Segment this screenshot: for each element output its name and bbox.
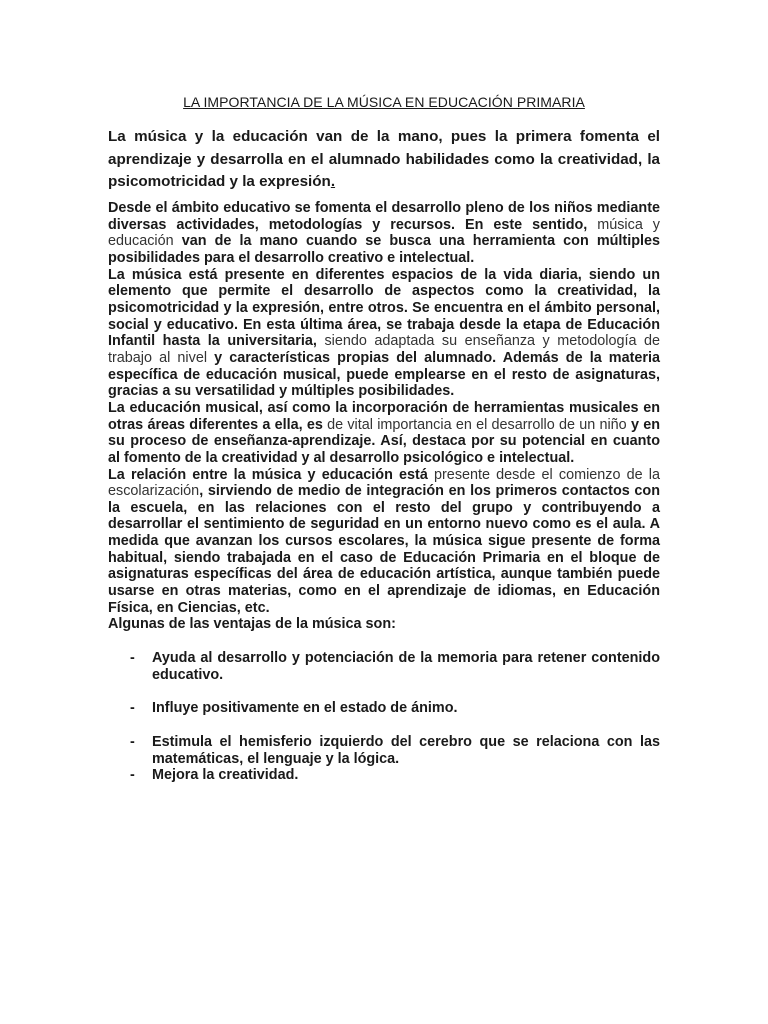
paragraph-4-bold-a: La relación entre la música y educación está <box>108 466 428 483</box>
paragraph-4 <box>108 467 660 617</box>
bullet-dash: - <box>130 767 135 784</box>
paragraph-4-bold-b: , sirviendo de medio de integración en los primeros contactos con la escuela, en las relaciones con el resto del grupo y contribuyendo a desarrollar el sentimiento de seguridad en un entorno nuevo como es el aula. A medida que avanzan los cursos escolares, la música sigue presente de forma habitual, siendo trabajada en el caso de Educación Primaria en el bloque de asignaturas específicas del área de educación artística, aunque también puede usarse en otras materias, como en el aprendizaje de idiomas, en Educación Física, en Ciencias, etc. <box>108 483 660 616</box>
paragraph-1-bold-a: Desde el ámbito educativo se fomenta el desarrollo pleno de los niños mediante diversas actividades, metodologías y recursos. En este sentido, <box>108 200 660 233</box>
paragraph-2-normal: siendo adaptada su enseñanza y metodología de trabajo al nivel <box>108 333 661 366</box>
body-content <box>108 200 660 784</box>
paragraph-1-normal: música y educación <box>108 216 660 250</box>
paragraph-2-bold-b: y características propias del alumnado. Además de la materia específica de educación musical, puede emplearse en el resto de asignaturas, gracias a su versatilidad y múltiples posibilidades. <box>108 349 661 400</box>
intro-paragraph <box>108 126 660 194</box>
list-item <box>108 767 660 784</box>
paragraph-4-normal: presente desde el comienzo de la escolarización <box>108 466 661 500</box>
spacer <box>108 717 660 734</box>
list-item <box>108 734 660 767</box>
paragraph-3-normal: de vital importancia en el desarrollo de un niño <box>327 416 627 433</box>
paragraph-3 <box>108 400 660 467</box>
list-item-text: Ayuda al desarrollo y potenciación de la memoria para retener contenido educativo. <box>152 650 660 683</box>
paragraph-3-bold-a: La educación musical, así como la incorporación de herramientas musicales en otras áreas diferentes a ella, es <box>108 399 660 433</box>
paragraph-2 <box>108 267 660 400</box>
paragraph-1 <box>108 200 660 267</box>
intro-period: . <box>330 173 336 190</box>
list-item-text: Estimula el hemisferio izquierdo del cerebro que se relaciona con las matemáticas, el lenguaje y la lógica. <box>152 734 660 767</box>
list-item <box>108 650 660 683</box>
bullet-dash: - <box>130 734 135 751</box>
bullet-dash: - <box>130 650 135 667</box>
paragraph-1-bold-b: van de la mano cuando se busca una herramienta con múltiples posibilidades para el desarrollo creativo e intelectual. <box>108 233 660 266</box>
bullet-dash: - <box>130 700 135 717</box>
spacer <box>108 633 660 650</box>
document-title: LA IMPORTANCIA DE LA MÚSICA EN EDUCACIÓN PRIMARIA <box>183 94 585 110</box>
intro-text: La música y la educación van de la mano, pues la primera fomenta el aprendizaje y desarrolla en el alumnado habilidades como la creatividad, la psicomotricidad y la expresión <box>108 128 660 190</box>
paragraph-2-bold-a: La música está presente en diferentes espacios de la vida diaria, siendo un elemento que permite el desarrollo de aspectos como la creatividad, la psicomotricidad y la expresión, entre otros. Se encuentra en el ámbito personal, social y educativo. En esta última área, se trabaja desde la etapa de Educación Infantil hasta la universitaria, <box>108 266 660 350</box>
spacer <box>108 683 660 700</box>
list-item-text: Influye positivamente en el estado de ánimo. <box>152 700 458 717</box>
list-item-text: Mejora la creatividad. <box>152 767 299 784</box>
list-intro: Algunas de las ventajas de la música son: <box>108 616 396 633</box>
list-item <box>108 700 660 717</box>
paragraph-3-bold-b: y en su proceso de enseñanza-aprendizaje. Así, destaca por su potencial en cuanto al fomento de la creatividad y al desarrollo psicológico e intelectual. <box>108 416 660 466</box>
